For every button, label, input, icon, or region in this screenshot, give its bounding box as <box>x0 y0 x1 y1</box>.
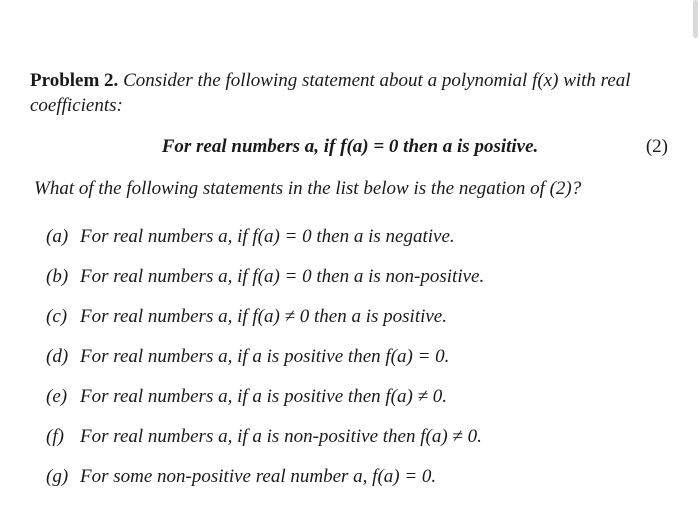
option-text: For real numbers a, if f(a) = 0 then a is non-positive. <box>80 266 485 287</box>
option-d <box>46 346 484 386</box>
option-a <box>46 226 484 266</box>
option-g <box>46 466 484 506</box>
problem-intro: Consider the following statement about a polynomial f(x) with real coefficients: <box>30 70 631 116</box>
option-text: For real numbers a, if f(a) ≠ 0 then a is positive. <box>80 306 447 327</box>
option-e <box>46 386 484 426</box>
statement-number: (2) <box>645 136 668 157</box>
option-f <box>46 426 484 466</box>
option-label: (c) <box>46 306 68 327</box>
options-list <box>46 226 484 506</box>
problem-header <box>30 68 670 118</box>
option-text: For real numbers a, if f(a) = 0 then a is negative. <box>80 226 455 247</box>
option-label: (g) <box>46 466 69 487</box>
option-text: For real numbers a, if a is non-positive then f(a) ≠ 0. <box>80 426 482 447</box>
statement-text: For real numbers a, if f(a) = 0 then a is positive. <box>161 136 539 157</box>
option-label: (a) <box>46 226 69 247</box>
problem-label: Problem 2. <box>30 70 119 91</box>
statement-block <box>30 136 670 162</box>
question-text: What of the following statements in the list below is the negation of (2)? <box>34 178 582 199</box>
option-b <box>46 266 484 306</box>
option-label: (d) <box>46 346 69 367</box>
option-c <box>46 306 484 346</box>
option-label: (b) <box>46 266 69 287</box>
option-label: (e) <box>46 386 68 407</box>
scrollbar[interactable] <box>693 0 698 38</box>
option-text: For some non-positive real number a, f(a) = 0. <box>80 466 437 487</box>
option-label: (f) <box>46 426 64 447</box>
option-text: For real numbers a, if a is positive then f(a) = 0. <box>80 346 450 367</box>
option-text: For real numbers a, if a is positive then f(a) ≠ 0. <box>80 386 447 407</box>
